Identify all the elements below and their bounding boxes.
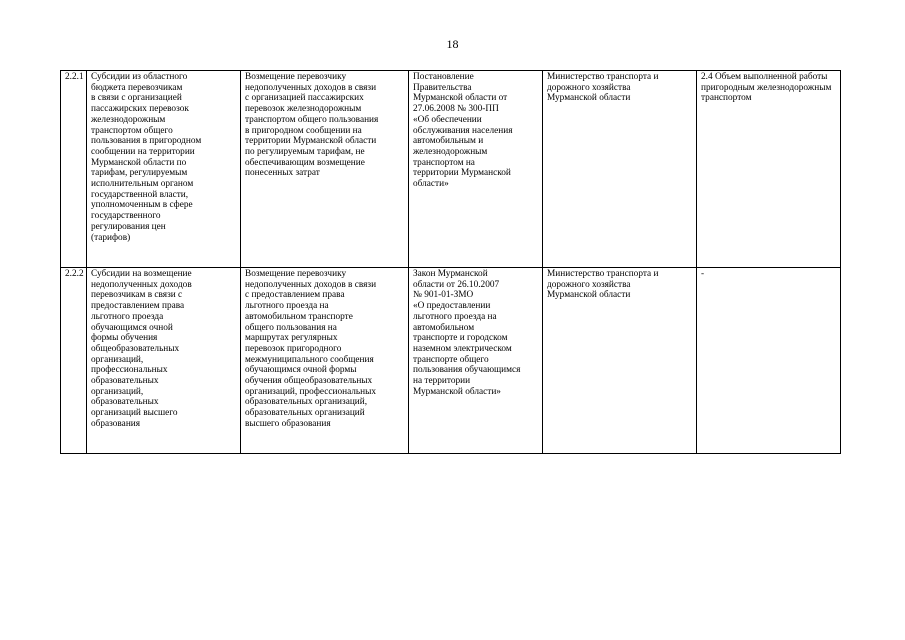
target-indicator: 2.4 Объем выполненной работы пригородным железнодорожным транспортом	[697, 71, 841, 268]
table-row	[61, 268, 841, 454]
table-row	[61, 71, 841, 268]
legal-basis: Постановление Правительства Мурманской области от 27.06.2008 № 300-ПП «Об обеспечении обслуживания населения автомобильным и железнодорожным транспортом на территории Мурманской области»	[409, 71, 543, 268]
measure-number: 2.2.2	[61, 268, 87, 454]
responsible-executor: Министерство транспорта и дорожного хозяйства Мурманской области	[543, 71, 697, 268]
target-indicator: -	[697, 268, 841, 454]
responsible-executor: Министерство транспорта и дорожного хозяйства Мурманской области	[543, 268, 697, 454]
measure-purpose: Возмещение перевозчику недополученных доходов в связи с предоставлением права льготного проезда на автомобильном транспорте общего пользования на маршрутах регулярных перевозок пригородного межмуниципального сообщения обучающимся очной формы обучения общеобразовательных организаций, профессиональных образовательных организаций, образовательных организаций высшего образования	[241, 268, 409, 454]
measure-purpose: Возмещение перевозчику недополученных доходов в связи с организацией пассажирских перевозок железнодорожным транспортом общего пользования в пригородном сообщении на территории Мурманской области по регулируемым тарифам, не обеспечивающим возмещение понесенных затрат	[241, 71, 409, 268]
page-number: 18	[446, 37, 459, 51]
measure-name: Субсидии на возмещение недополученных доходов перевозчикам в связи с предоставлением права льготного проезда обучающимся очной формы обучения общеобразовательных организаций, профессиональных образовательных организаций, образовательных организаций высшего образования	[87, 268, 241, 454]
measure-name: Субсидии из областного бюджета перевозчикам в связи с организацией пассажирских перевозок железнодорожным транспортом общего пользования в пригородном сообщении на территории Мурманской области по тарифам, регулируемым исполнительным органом государственной власти, уполномоченным в сфере государственного регулирования цен (тарифов)	[87, 71, 241, 268]
measure-number: 2.2.1	[61, 71, 87, 268]
legal-basis: Закон Мурманской области от 26.10.2007 № 901-01-ЗМО «О предоставлении льготного проезда на автомобильном транспорте и городском наземном электрическом транспорте общего пользования обучающимся на территории Мурманской области»	[409, 268, 543, 454]
program-measures-table	[60, 70, 841, 454]
